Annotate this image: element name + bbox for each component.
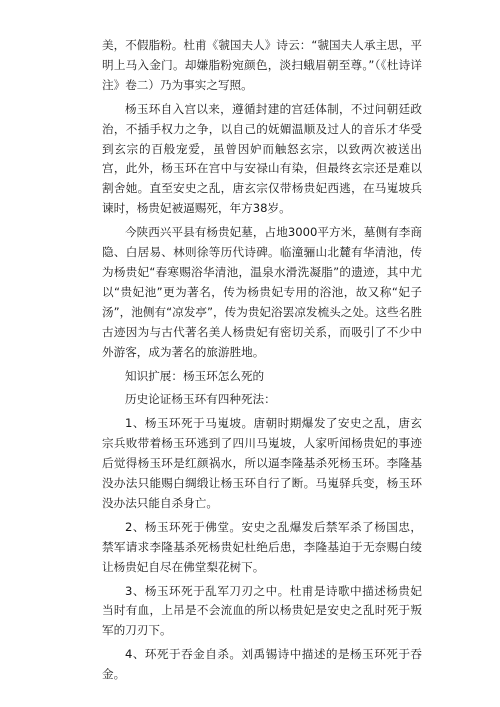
paragraph-poem-quote: 美，不假脂粉。杜甫《虢国夫人》诗云：“虢国夫人承主思，平明上马入金门。却嫌脂粉宛颜色，淡扫蛾眉朝至尊。”（《杜诗详注》卷二）乃为事实之写照。 bbox=[102, 38, 422, 92]
list-item-death-mawei: 1、杨玉环死于马嵬坡。唐朝时期爆发了安史之乱，唐玄宗兵败带着杨玉环逃到了四川马嵬坡，人家听闻杨贵妃的事迹后觉得杨玉环是红颜祸水，所以逼李隆基杀死杨玉环。李隆基没办法只能赐白绸缎让杨玉环自行了断。马嵬驿兵变，杨玉环没办法只能自杀身亡。 bbox=[102, 416, 422, 510]
list-item-death-swallowing-gold: 4、环死于吞金自杀。刘禹锡诗中描述的是杨玉环死于吞金。 bbox=[102, 647, 422, 682]
document-page bbox=[102, 36, 422, 685]
paragraph-four-deaths-intro: 历史论证杨玉环有四种死法： bbox=[125, 392, 276, 407]
paragraph-palace-life: 杨玉环自入宫以来，遵循封建的宫廷体制，不过问朝廷政治，不插手权力之争，以自己的妩媚温顺及过人的音乐才华受到玄宗的百般宠爱，虽曾因妒而触怒玄宗，以致两次被送出宫，此外，杨玉环在宫中与安禄山有染，但最终玄宗还是难以割舍她。直至安史之乱，唐玄宗仅带杨贵妃西逃，在马嵬坡兵谏时，杨贵妃被逼赐死，年方38岁。 bbox=[102, 101, 422, 216]
paragraph-tomb-and-huaqing: 今陕西兴平县有杨贵妃墓，占地3000平方米，墓侧有李商隐、白居易、林则徐等历代诗碑。临潼骊山北麓有华清池，传为杨贵妃“春寒赐浴华清池，温泉水滑洗凝脂”的遗迹，其中尤以“贵妃池”更为著名，传为杨贵妃专用的浴池，故又称“妃子汤”，池侧有“凉发亭”，传为贵妃浴罢凉发梳头之处。这些名胜古迹因为与古代著名美人杨贵妃有密切关系，而吸引了不少中外游客，成为著名的旅游胜地。 bbox=[102, 225, 422, 359]
heading-knowledge-extension: 知识扩展：杨玉环怎么死的 bbox=[125, 368, 265, 383]
list-item-death-rebel-blades: 3、杨玉环死于乱军刀刃之中。杜甫是诗歌中描述杨贵妃当时有血，上吊是不会流血的所以杨贵妃是安史之乱时死于叛军的刀刃下。 bbox=[102, 583, 422, 638]
list-item-death-buddhist-hall: 2、杨玉环死于佛堂。安史之乱爆发后禁军杀了杨国忠，禁军请求李隆基杀死杨贵妃杜绝后患，李隆基迫于无奈赐白绫让杨贵妃自尽在佛堂梨花树下。 bbox=[102, 519, 422, 574]
